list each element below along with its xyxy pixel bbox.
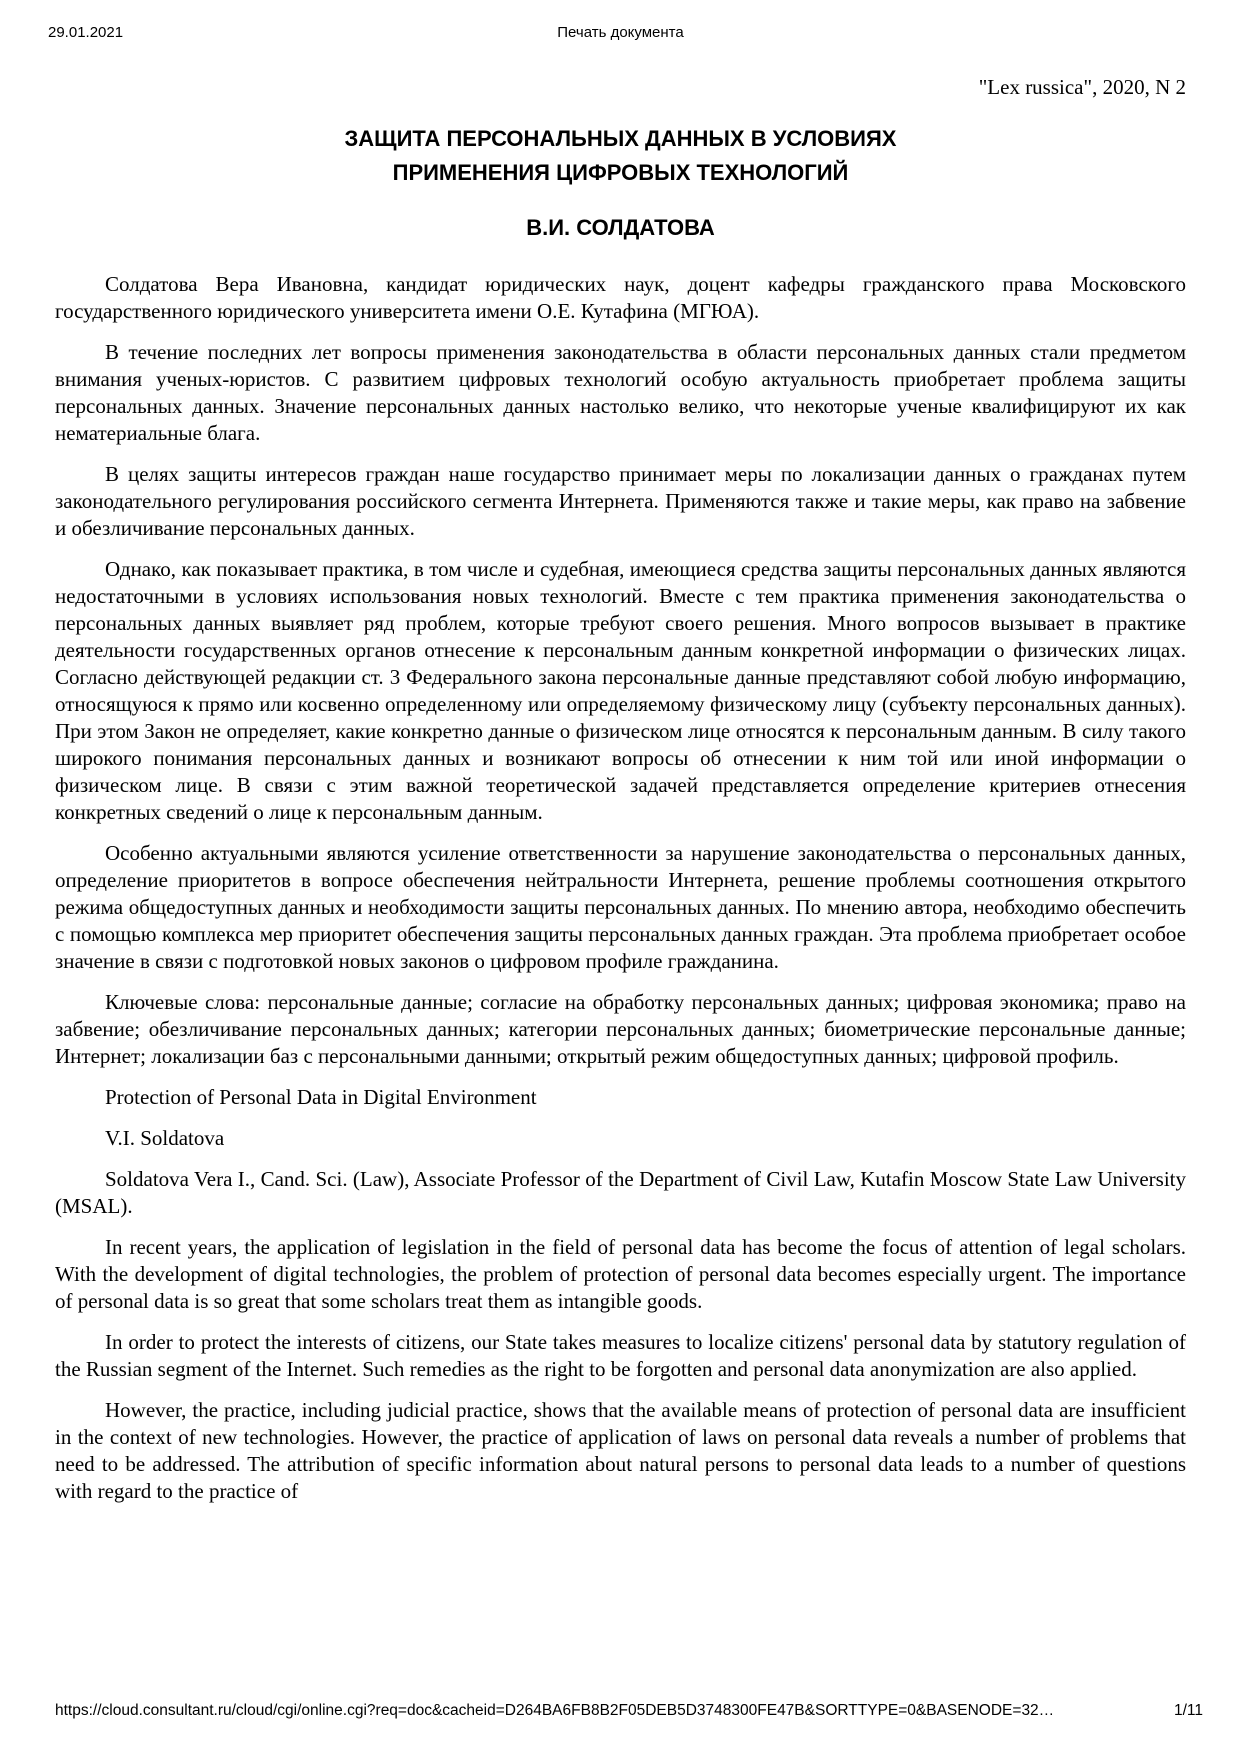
print-date: 29.01.2021 <box>48 24 124 41</box>
journal-reference: "Lex russica", 2020, N 2 <box>978 75 1186 99</box>
article-title-line-1: ЗАЩИТА ПЕРСОНАЛЬНЫХ ДАННЫХ В УСЛОВИЯХ <box>344 126 897 151</box>
source-url: https://cloud.consultant.ru/cloud/cgi/online.cgi?req=doc&cacheid=D264BA6FB8B2F05DEB5D3748300FE47B&SORTTYPE=0&BASENODE=32… <box>55 1702 1055 1719</box>
article-title-line-2: ПРИМЕНЕНИЯ ЦИФРОВЫХ ТЕХНОЛОГИЙ <box>392 160 849 185</box>
paragraph-en-3: However, the practice, including judicial practice, shows that the available means of protection of personal data are insufficient in the context of new technologies. However, the practice of application of laws on personal data reveals a number of problems that need to be addressed. The attribution of specific information about natural persons to personal data leads to a number of questions with regard to the practice of <box>55 1398 1186 1503</box>
paragraph-ru-4: Особенно актуальными являются усиление ответственности за нарушение законодательства о персональных данных, определение приоритетов в вопросе обеспечения нейтральности Интернета, решение проблемы соотношения открытого режима общедоступных данных и необходимости защиты персональных данных. По мнению автора, необходимо обеспечить с помощью комплекса мер приоритет обеспечения защиты персональных данных граждан. Эта проблема приобретает особое значение в связи с подготовкой новых законов о цифровом профиле гражданина. <box>55 841 1186 973</box>
article-title <box>55 122 1186 190</box>
document-body <box>55 74 1186 1519</box>
print-header-title: Печать документа <box>557 24 684 41</box>
paragraph-ru-3: Однако, как показывает практика, в том числе и судебная, имеющиеся средства защиты персональных данных являются недостаточными в условиях использования новых технологий. Вместе с тем практика применения законодательства о персональных данных выявляет ряд проблем, которые требуют своего решения. Много вопросов вызывает в практике деятельности государственных органов отнесение к персональным данным конкретной информации о физических лицах. Согласно действующей редакции ст. 3 Федерального закона персональные данные представляют собой любую информацию, относящуюся к прямо или косвенно определенному или определяемому физическому лицу (субъекту персональных данных). При этом Закон не определяет, какие конкретно данные о физическом лице относятся к персональным данным. В силу такого широкого понимания персональных данных и возникают вопросы об отнесении к ним той или иной информации о физическом лице. В связи с этим важной теоретической задачей представляется определение критериев отнесения конкретных сведений о лице к персональным данным. <box>55 557 1186 824</box>
paragraph-ru-1: В течение последних лет вопросы применения законодательства в области персональных данных стали предметом внимания ученых-юристов. С развитием цифровых технологий особую актуальность приобретает проблема защиты персональных данных. Значение персональных данных настолько велико, что некоторые ученые квалифицируют их как нематериальные блага. <box>55 340 1186 445</box>
heading-en: Protection of Personal Data in Digital Environment <box>105 1085 537 1109</box>
paragraph-ru-2: В целях защиты интересов граждан наше государство принимает меры по локализации данных о гражданах путем законодательного регулирования российского сегмента Интернета. Применяются также и такие меры, как право на забвение и обезличивание персональных данных. <box>55 462 1186 540</box>
print-footer <box>55 1702 1203 1720</box>
article-author-en: V.I. Soldatova <box>105 1126 225 1150</box>
paragraph-en-2: In order to protect the interests of citizens, our State takes measures to localize citizens' personal data by statutory regulation of the Russian segment of the Internet. Such remedies as the right to be forgotten and personal data anonymization are also applied. <box>55 1330 1186 1381</box>
paragraph-ru-affiliation: Солдатова Вера Ивановна, кандидат юридических наук, доцент кафедры гражданского права Московского государственного юридического университета имени О.Е. Кутафина (МГЮА). <box>55 272 1186 323</box>
article-author-ru: В.И. СОЛДАТОВА <box>526 215 715 240</box>
paragraph-ru-keywords: Ключевые слова: персональные данные; согласие на обработку персональных данных; цифровая экономика; право на забвение; обезличивание персональных данных; категории персональных данных; биометрические персональные данные; Интернет; локализации баз с персональными данными; открытый режим общедоступных данных; цифровой профиль. <box>55 990 1186 1068</box>
paragraph-en-affiliation: Soldatova Vera I., Cand. Sci. (Law), Associate Professor of the Department of Civil Law, Kutafin Moscow State Law University (MSAL). <box>55 1167 1186 1218</box>
page-indicator: 1/11 <box>1173 1702 1203 1719</box>
print-header <box>48 24 1193 44</box>
paragraph-en-1: In recent years, the application of legislation in the field of personal data has become the focus of attention of legal scholars. With the development of digital technologies, the problem of protection of personal data becomes especially urgent. The importance of personal data is so great that some scholars treat them as intangible goods. <box>55 1235 1186 1313</box>
